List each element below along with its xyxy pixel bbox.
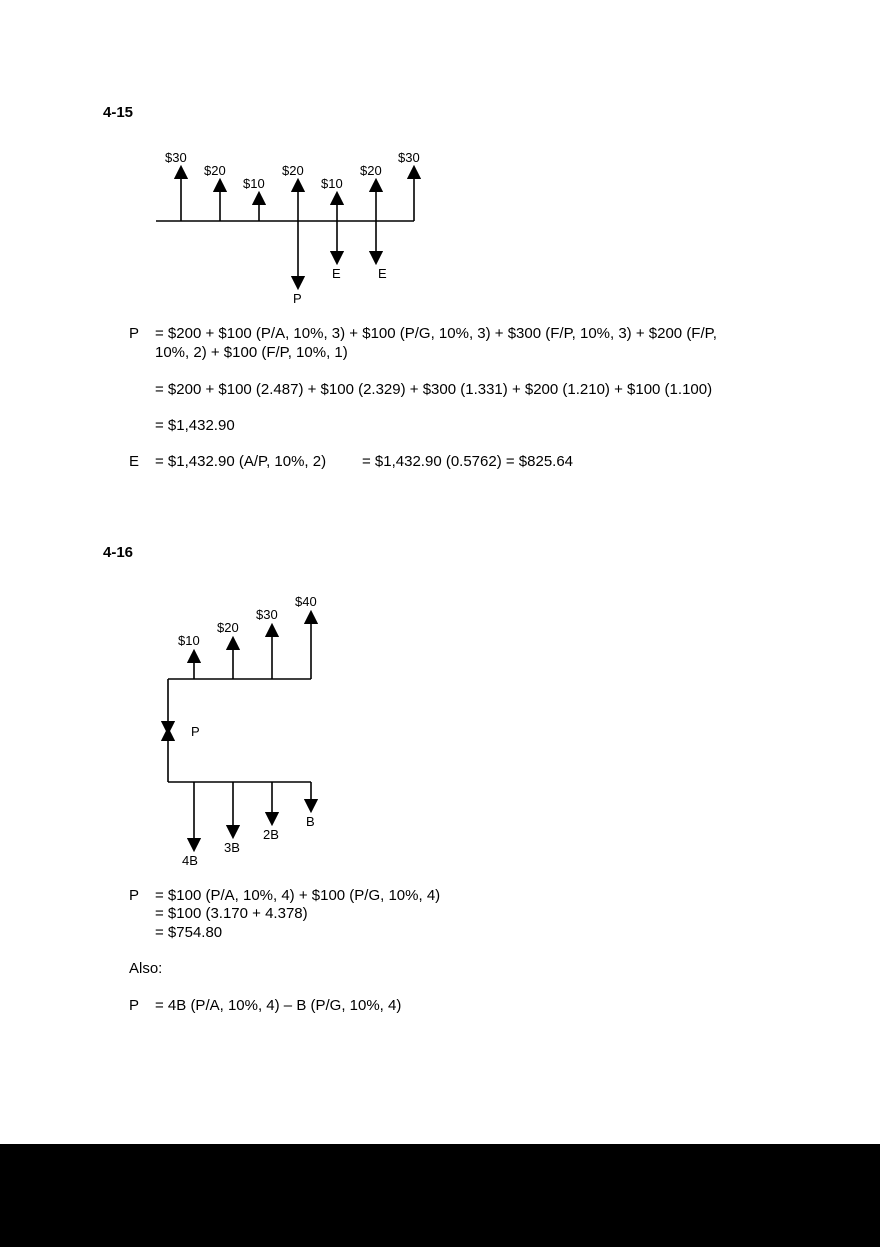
equation-var: P <box>129 997 140 1014</box>
cash-flow-label: $20 <box>204 163 226 178</box>
equation-line: 10%, 2) + $100 (F/P, 10%, 1) <box>155 344 348 361</box>
gradient-label: 3B <box>224 840 240 855</box>
cash-flow-label: $10 <box>243 176 265 191</box>
equation-line: = $200 + $100 (2.487) + $100 (2.329) + $300 (1.331) + $200 (1.210) + $100 (1.100) <box>155 381 713 398</box>
equation-line: = $100 (3.170 + 4.378) <box>155 905 308 922</box>
equation-var: P <box>129 325 140 342</box>
equation-var: P <box>129 887 140 904</box>
equation-line: = $754.80 <box>155 924 223 941</box>
equation-line: = $100 (P/A, 10%, 4) + $100 (P/G, 10%, 4) <box>155 887 441 904</box>
cash-flow-label: $20 <box>360 163 382 178</box>
equation-line: = 4B (P/A, 10%, 4) – B (P/G, 10%, 4) <box>155 997 402 1014</box>
equation-var: E <box>129 453 140 470</box>
cash-flow-label: $30 <box>398 150 420 165</box>
cash-flow-label: $20 <box>217 620 239 635</box>
problem-heading-4-16: 4-16 <box>103 544 134 561</box>
present-worth-label: P <box>293 291 302 306</box>
equal-payment-label: E <box>378 266 387 281</box>
present-worth-label: P <box>191 724 200 739</box>
cash-flow-label: $30 <box>165 150 187 165</box>
gradient-label: 4B <box>182 853 198 868</box>
gradient-label: B <box>306 814 315 829</box>
equation-line: = $1,432.90 <box>155 417 235 434</box>
cash-flow-label: $10 <box>321 176 343 191</box>
cash-flow-label: $40 <box>295 594 317 609</box>
also-label: Also: <box>129 960 163 977</box>
cash-flow-label: $10 <box>178 633 200 648</box>
page-bottom-black-bar <box>0 1144 880 1247</box>
equation-line: = $200 + $100 (P/A, 10%, 3) + $100 (P/G, 10%, 3) + $300 (F/P, 10%, 3) + $200 (F/P, <box>155 325 717 342</box>
gradient-label: 2B <box>263 827 279 842</box>
cash-flow-label: $30 <box>256 607 278 622</box>
equation-line: = $1,432.90 (A/P, 10%, 2) <box>155 453 327 470</box>
cash-flow-label: $20 <box>282 163 304 178</box>
problem-heading-4-15: 4-15 <box>103 104 134 121</box>
equal-payment-label: E <box>332 266 341 281</box>
equation-line-result: = $1,432.90 (0.5762) = $825.64 <box>362 453 574 470</box>
